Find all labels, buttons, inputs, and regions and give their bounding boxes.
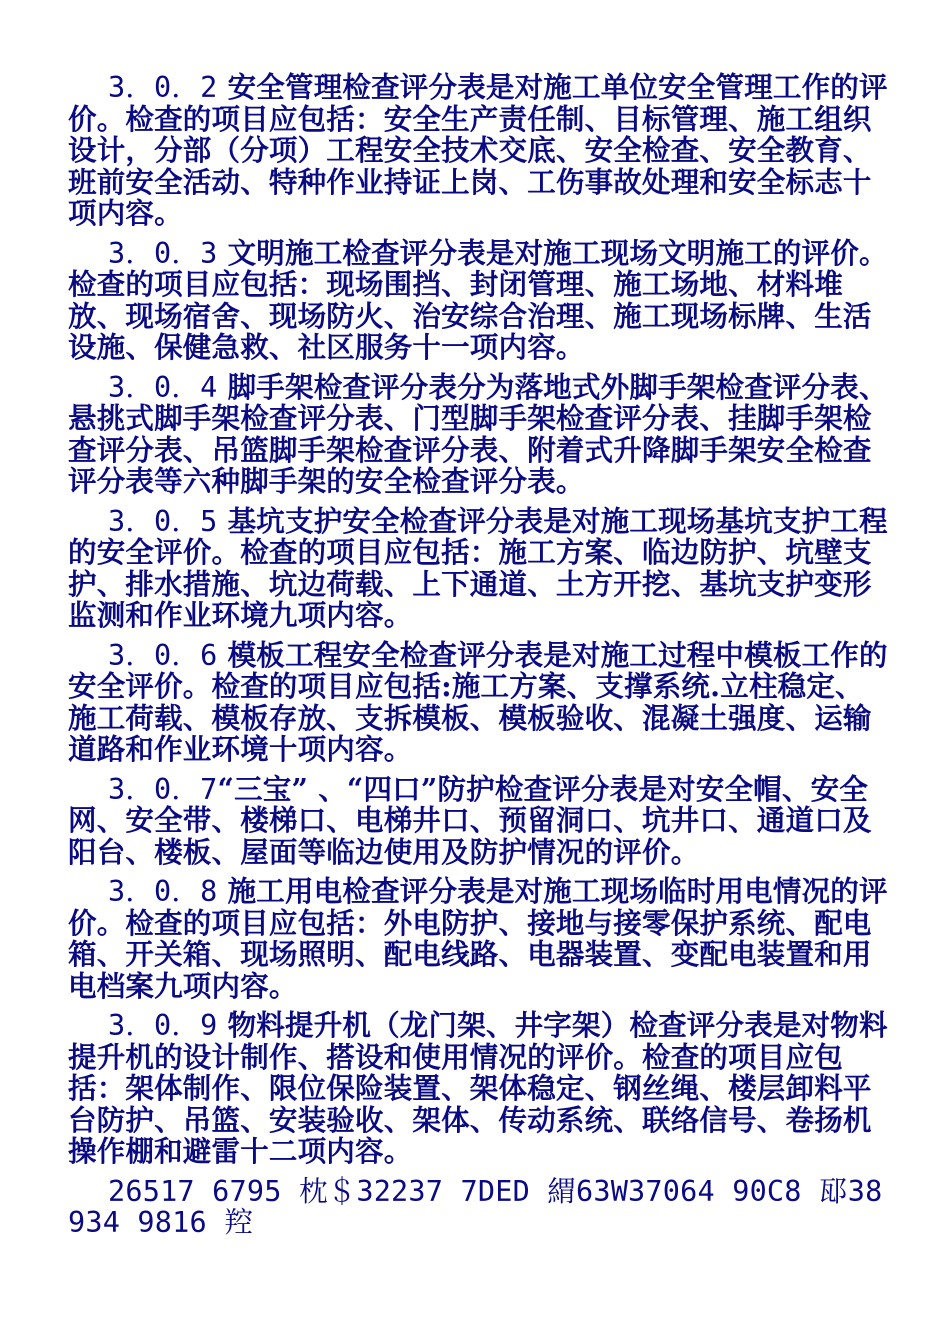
clause-text: 文明施工检查评分表是对施工现场文明施工的评价。检查的项目应包括：现场围挡、封闭管理、施工场地、材料堆放、现场宿舍、现场防火、治安综合治理、施工现场标牌、生活设施、保健急救、社区服务十一项内容。 (68, 235, 888, 364)
clause-number: 3．0．4 (108, 370, 218, 404)
garbled-footer-text: 26517 6795 枕＄32237 7DED 緭63W37064 90C8 邷38934 9816 羫 (68, 1174, 883, 1239)
clause-3-0-8 (68, 876, 888, 1002)
clause-3-0-3 (68, 235, 888, 364)
clause-3-0-9 (68, 1010, 888, 1168)
clause-text: 基坑支护安全检查评分表是对施工现场基坑支护工程的安全评价。检查的项目应包括：施工方案、临边防护、坑壁支护、排水措施、坑边荷载、上下通道、土方开挖、基坑支护变形监测和作业环境九项内容。 (68, 503, 888, 632)
clause-text: “三宝” 、“四口”防护检查评分表是对安全帽、安全网、安全带、楼梯口、电梯井口、预留洞口、坑井口、通道口及阳台、楼板、屋面等临边使用及防护情况的评价。 (68, 771, 872, 869)
clause-number: 3．0．9 (108, 1009, 218, 1042)
clause-number: 3．0．8 (108, 875, 218, 908)
clause-text: 物料提升机（龙门架、井字架）检查评分表是对物料提升机的设计制作、搭设和使用情况的评价。检查的项目应包括：架体制作、限位保险装置、架体稳定、钢丝绳、楼层卸料平台防护、吊篮、安装验收、架体、传动系统、联络信号、卷扬机操作棚和避雷十二项内容。 (68, 1008, 888, 1168)
clause-3-0-7 (68, 771, 888, 869)
clause-text: 施工用电检查评分表是对施工现场临时用电情况的评价。检查的项目应包括：外电防护、接地与接零保护系统、配电箱、开关箱、现场照明、配电线路、电器装置、变配电装置和用电档案九项内容。 (68, 874, 888, 1003)
clause-3-0-6 (68, 637, 888, 766)
clause-text: 安全管理检查评分表是对施工单位安全管理工作的评价。检查的项目应包括：安全生产责任制、目标管理、施工组织设计，分部（分项）工程安全技术交底、安全检查、安全教育、班前安全活动、特种作业持证上岗、工伤事故处理和安全标志十项内容。 (68, 70, 888, 230)
clause-number: 3．0．7 (108, 772, 218, 806)
document-body (68, 72, 888, 1239)
clause-text: 模板工程安全检查评分表是对施工过程中模板工作的安全评价。检查的项目应包括:施工方案、支撑系统.立柱稳定、施工荷载、模板存放、支拆模板、模板验收、混凝土强度、运输道路和作业环境十项内容。 (68, 637, 888, 766)
clause-number: 3．0．5 (108, 504, 218, 538)
clause-3-0-4 (68, 369, 888, 498)
clause-text: 脚手架检查评分表分为落地式外脚手架检查评分表、悬挑式脚手架检查评分表、门型脚手架检查评分表、挂脚手架检查评分表、吊篮脚手架检查评分表、附着式升降脚手架安全检查评分表等六种脚手架的安全检查评分表。 (68, 369, 888, 498)
clause-3-0-5 (68, 503, 888, 632)
clause-3-0-2 (68, 72, 888, 230)
clause-number: 3．0．2 (108, 71, 218, 104)
clause-number: 3．0．3 (108, 236, 218, 270)
clause-number: 3．0．6 (108, 638, 218, 672)
